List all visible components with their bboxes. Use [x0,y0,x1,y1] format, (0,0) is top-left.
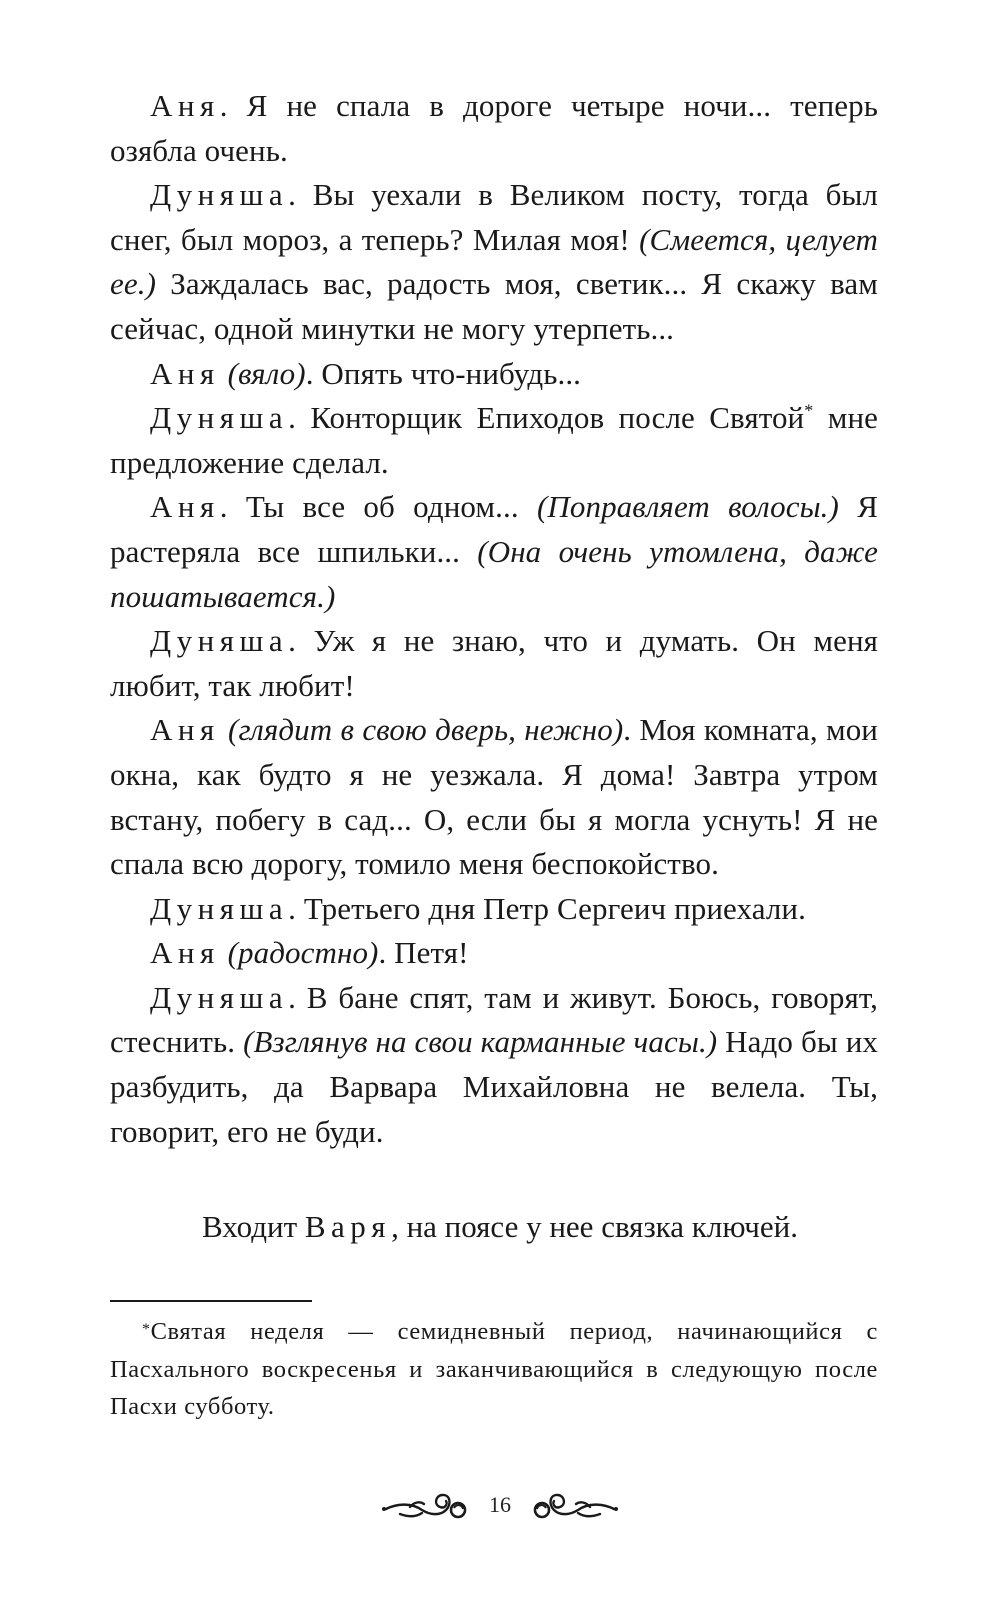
speech-text: . Ты все об одном... [219,489,537,525]
speaker-name: Дуняша [150,177,289,213]
speech-text [220,356,228,391]
speaker-name: Аня [150,88,220,123]
speech-text: Я растеряла все шпильки... [110,489,878,569]
speech-text [220,935,228,970]
footnote-mark: * [142,1321,151,1338]
stage-remark: (радостно) [227,935,379,971]
stage-direction [0,1205,1000,1249]
speech-text: Надо бы их разбудить, да Варвара Михайловна не велела. Ты, говорит, его не буди. [110,1024,878,1149]
speech-text: . Вы уехали в Великом посту, тогда был снег, был мороз, а теперь? Милая моя! [110,177,878,257]
speech-text: . Третьего дня Петр Сергеич приехали. [288,890,806,926]
stage-remark: (Взглянув на свои карманные часы.) [243,1024,718,1060]
stage-remark: (Она очень утомлена, даже пошатывается.) [110,533,878,614]
speech-text [220,712,228,747]
stage-direction-after: , на поясе у нее связка ключей. [391,1209,798,1244]
dialogue-paragraph [110,84,878,173]
speech-text: . Моя комната, мои окна, как будто я не уезжала. Я дома! Завтра утром встану, побегу в сад... О, если бы я могла уснуть! Я не спала всю дорогу, томило меня беспокойство. [110,712,878,882]
speech-text: . Опять что-нибудь... [305,355,582,391]
speech-text: . Я не спала в дороге четыре ночи... теперь озябла очень. [110,88,878,168]
speaker-name: Аня [150,489,220,525]
dialogue-paragraph [110,976,878,1154]
footnote [110,1313,878,1426]
footnote-text: Святая неделя — семидневный период, начинающийся с Пасхального воскресенья и заканчивающийся в следующую после Пасхи субботу. [110,1318,878,1420]
speech-text: Заждалась вас, радость моя, светик... Я скажу вам сейчас, одной минутки не могу утерпеть... [110,266,878,346]
speech-text: . Уж я не знаю, что и думать. Он меня любит, так любит! [110,623,878,703]
stage-remark: (Смеется, целует ее.) [110,221,879,302]
ornament-right-icon [528,1484,620,1528]
speaker-name: Дуняша [150,623,289,659]
speaker-name: Дуняша [150,979,289,1015]
speaker-name: Дуняша [150,400,289,436]
speech-text: мне предложение сделал. [110,400,878,480]
dialogue-paragraph [110,485,878,619]
dialogue-paragraph [110,396,878,485]
dialogue-paragraph [110,352,878,397]
dialogue-paragraph [110,931,878,976]
speaker-name: Аня [150,935,220,971]
speech-text: . В бане спят, там и живут. Боюсь, говорят, стеснить. [110,979,878,1060]
stage-remark: (Поправляет волосы.) [536,489,839,525]
speech-text: . Петя! [378,935,469,971]
stage-direction-before: Входит [202,1209,305,1244]
dialogue-paragraph [110,708,878,886]
dialogue-paragraph [110,173,878,351]
stage-remark: (вяло) [227,355,306,391]
speaker-name: Аня [150,712,220,748]
speech-text: . Конторщик Епиходов после Святой [288,400,805,436]
dialogue-paragraph [110,887,878,932]
page-number: 16 [489,1492,511,1517]
footnote-ref-mark: * [804,400,814,421]
footnote-divider [110,1300,312,1302]
speaker-name: Аня [150,355,220,391]
stage-remark: (глядит в свою дверь, нежно) [228,712,624,748]
dialogue-text [110,84,878,1154]
dialogue-paragraph [110,619,878,708]
stage-direction-name: Варя [304,1209,392,1244]
speaker-name: Дуняша [150,890,289,926]
page-footer [380,1484,620,1528]
